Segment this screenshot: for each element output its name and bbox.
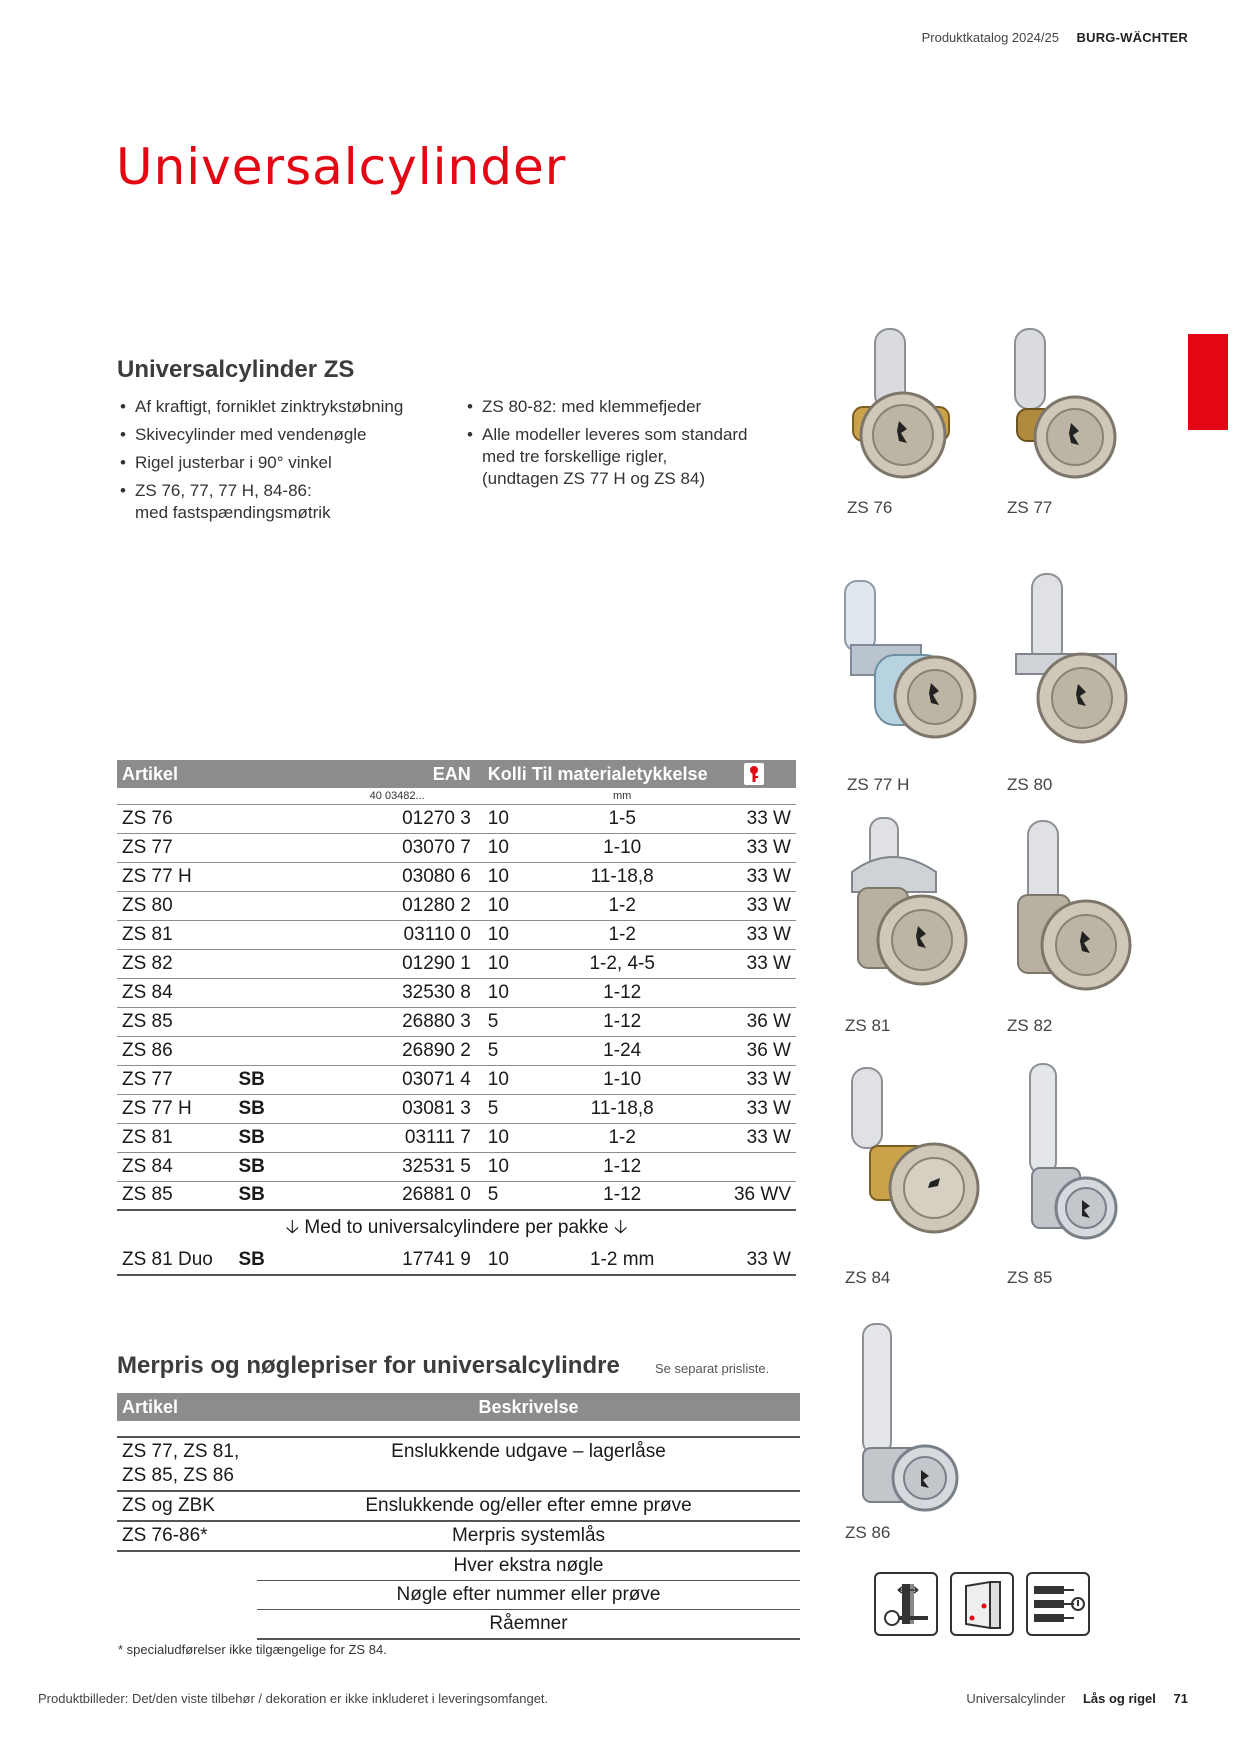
feature-item: • ZS 76, 77, 77 H, 84-86: med fastspændingsmøtrik: [118, 480, 448, 524]
cell-beskrivelse: Merpris systemlås: [257, 1521, 800, 1551]
cell-ean: 01290 1: [319, 949, 476, 978]
cell-sb: [233, 862, 318, 891]
section-title-zs: Universalcylinder ZS: [117, 356, 355, 383]
cell-artikel: ZS 77: [117, 833, 233, 862]
cell-thickness: 11-18,8: [532, 1094, 713, 1123]
table-row: [117, 1551, 800, 1581]
cell-thickness: 1-12: [532, 1181, 713, 1210]
cell-artikel: ZS 76: [117, 804, 233, 833]
product-label: ZS 80: [1007, 775, 1053, 794]
page-header: [922, 30, 1188, 45]
cell-artikel: ZS 77 H: [117, 862, 233, 891]
cam-lock-zs80-image: [1010, 568, 1140, 758]
cell-ean: 17741 9: [319, 1246, 476, 1275]
cell-thickness: 1-2: [532, 920, 713, 949]
cam-lock-zs77-image: [995, 325, 1135, 495]
cell-artikel: ZS 77, ZS 81, ZS 85, ZS 86: [117, 1437, 257, 1491]
page-title: Universalcylinder: [116, 138, 567, 196]
cell-kolli: 10: [476, 978, 532, 1007]
cell-ean: 03070 7: [319, 833, 476, 862]
table-subheader-row: [117, 788, 796, 804]
cell-key: 33 W: [713, 1246, 796, 1275]
cell-key: [713, 978, 796, 1007]
cell-key: 33 W: [713, 804, 796, 833]
cell-key: 36 W: [713, 1007, 796, 1036]
cell-key: 33 W: [713, 1123, 796, 1152]
cell-sb: SB: [233, 1065, 318, 1094]
cell-sb: [233, 949, 318, 978]
table-row: [117, 1181, 796, 1210]
cam-lock-zs81-image: [848, 812, 978, 997]
cell-thickness: 1-24: [532, 1036, 713, 1065]
cell-sb: [233, 891, 318, 920]
product-label: ZS 84: [845, 1268, 891, 1287]
cell-thickness: 1-12: [532, 1152, 713, 1181]
cell-ean: 03081 3: [319, 1094, 476, 1123]
duo-separator-row: [117, 1210, 796, 1246]
product-label: ZS 77 H: [847, 775, 910, 794]
col-header-beskrivelse: Beskrivelse: [257, 1393, 800, 1421]
cell-kolli: 10: [476, 891, 532, 920]
table-row: [117, 1152, 796, 1181]
cell-key: 33 W: [713, 1065, 796, 1094]
cell-key: 33 W: [713, 862, 796, 891]
cell-sb: [233, 833, 318, 862]
cell-ean: 26890 2: [319, 1036, 476, 1065]
cam-lock-zs85-image: [1010, 1058, 1130, 1258]
table-row: [117, 1007, 796, 1036]
section-title-prices: Merpris og nøglepriser for universalcylindre: [117, 1352, 620, 1379]
cell-sb: [233, 1036, 318, 1065]
cell-beskrivelse: Hver ekstra nøgle: [257, 1551, 800, 1581]
cell-thickness: 1-2 mm: [532, 1246, 713, 1275]
table-row: [117, 833, 796, 862]
cell-artikel: ZS 76-86*: [117, 1521, 257, 1551]
cell-artikel: ZS 85: [117, 1007, 233, 1036]
feature-list-left: [118, 396, 448, 530]
feature-item: • Skivecylinder med vendenøgle: [118, 424, 448, 446]
table-row: [117, 1036, 796, 1065]
feature-item: • ZS 80-82: med klemmefjeder: [465, 396, 805, 418]
feature-item: • Alle modeller leveres som standard med tre forskellige rigler, (undtagen ZS 77 H og ZS 84): [465, 424, 805, 490]
duo-separator-text: 🡣 Med to universalcylindere per pakke 🡣: [285, 1216, 628, 1238]
cell-kolli: 5: [476, 1181, 532, 1210]
cell-kolli: 10: [476, 949, 532, 978]
cell-kolli: 10: [476, 1246, 532, 1275]
cell-artikel: ZS 81: [117, 1123, 233, 1152]
cell-kolli: 10: [476, 862, 532, 891]
key-icon: [744, 763, 764, 785]
cam-lock-zs77h-image: [835, 575, 995, 755]
cell-thickness: 1-2: [532, 891, 713, 920]
cell-sb: SB: [233, 1123, 318, 1152]
cell-beskrivelse: Nøgle efter nummer eller prøve: [257, 1581, 800, 1610]
col-header-artikel: Artikel: [117, 1393, 257, 1421]
cell-thickness: 1-10: [532, 1065, 713, 1094]
cell-beskrivelse: Enslukkende og/eller efter emne prøve: [257, 1491, 800, 1521]
cell-ean: 32530 8: [319, 978, 476, 1007]
cell-kolli: 5: [476, 1007, 532, 1036]
feature-item: • Rigel justerbar i 90° vinkel: [118, 452, 448, 474]
cabinet-door-icon: [950, 1572, 1014, 1636]
footer-nav: [966, 1691, 1188, 1706]
cell-sb: [233, 978, 318, 1007]
product-label: ZS 77: [1007, 498, 1053, 517]
table-row: [117, 1610, 800, 1640]
cell-ean: 26881 0: [319, 1181, 476, 1210]
cell-key: 36 WV: [713, 1181, 796, 1210]
footer-section: Universalcylinder: [966, 1691, 1066, 1706]
cell-sb: SB: [233, 1246, 318, 1275]
cell-thickness: 1-5: [532, 804, 713, 833]
table-row: [117, 949, 796, 978]
cell-key: [713, 1152, 796, 1181]
cell-key: 33 W: [713, 891, 796, 920]
product-label: ZS 86: [845, 1523, 891, 1542]
cell-artikel: ZS 77 H: [117, 1094, 233, 1123]
table-header-row: [117, 1393, 800, 1421]
cell-key: 36 W: [713, 1036, 796, 1065]
material-thickness-icon: [874, 1572, 938, 1636]
product-label: ZS 81: [845, 1016, 891, 1035]
col-header-ean: EAN: [319, 760, 476, 788]
footnote: * specialudførelser ikke tilgængelige for ZS 84.: [118, 1642, 387, 1657]
cell-kolli: 5: [476, 1036, 532, 1065]
cell-kolli: 5: [476, 1094, 532, 1123]
table-row: [117, 1581, 800, 1610]
cell-artikel: ZS 81 Duo: [117, 1246, 233, 1275]
product-label: ZS 82: [1007, 1016, 1053, 1035]
cell-ean: 32531 5: [319, 1152, 476, 1181]
cell-kolli: 10: [476, 804, 532, 833]
cell-ean: 01270 3: [319, 804, 476, 833]
brand-name: BURG-WÄCHTER: [1076, 30, 1188, 45]
feature-item: • Af kraftigt, forniklet zinktrykstøbning: [118, 396, 448, 418]
cell-thickness: 1-10: [532, 833, 713, 862]
col-header-sb: [233, 760, 318, 788]
section-tab-marker: [1188, 334, 1228, 430]
cam-lock-zs76-image: [833, 325, 973, 495]
cell-ean: 03080 6: [319, 862, 476, 891]
price-table: [117, 1393, 800, 1640]
cell-thickness: 1-12: [532, 978, 713, 1007]
cell-sb: SB: [233, 1181, 318, 1210]
table-row: [117, 862, 796, 891]
table-row: [117, 1521, 800, 1551]
table-row: [117, 891, 796, 920]
footer-disclaimer: Produktbilleder: Det/den viste tilbehør / dekoration er ikke inkluderet i leveringsomfanget.: [38, 1691, 549, 1706]
cam-lock-zs84-image: [840, 1062, 990, 1252]
product-label: ZS 76: [847, 498, 893, 517]
cell-thickness: 1-2, 4-5: [532, 949, 713, 978]
cell-sb: [233, 1007, 318, 1036]
cell-sb: SB: [233, 1094, 318, 1123]
price-note: Se separat prisliste.: [655, 1361, 770, 1376]
cell-thickness: 11-18,8: [532, 862, 713, 891]
cell-artikel: ZS 84: [117, 978, 233, 1007]
cell-key: 33 W: [713, 920, 796, 949]
cell-artikel: ZS 86: [117, 1036, 233, 1065]
col-header-key: [713, 760, 796, 788]
cell-ean: 03111 7: [319, 1123, 476, 1152]
cell-artikel: ZS 80: [117, 891, 233, 920]
cell-kolli: 10: [476, 833, 532, 862]
table-row: [117, 920, 796, 949]
cell-thickness: 1-12: [532, 1007, 713, 1036]
article-table: [117, 760, 796, 1276]
cell-ean: 01280 2: [319, 891, 476, 920]
cell-key: 33 W: [713, 1094, 796, 1123]
cell-kolli: 10: [476, 1123, 532, 1152]
cell-ean: 03110 0: [319, 920, 476, 949]
cam-lock-zs82-image: [1008, 815, 1138, 1005]
cell-artikel: ZS og ZBK: [117, 1491, 257, 1521]
cell-kolli: 10: [476, 1065, 532, 1094]
table-row: [117, 1094, 796, 1123]
table-row: [117, 1123, 796, 1152]
cam-lock-zs86-image: [845, 1318, 975, 1518]
cell-artikel: ZS 85: [117, 1181, 233, 1210]
table-row: [117, 1065, 796, 1094]
cell-kolli: 10: [476, 920, 532, 949]
cell-key: 33 W: [713, 949, 796, 978]
cell-sb: [233, 804, 318, 833]
col-header-kolli: Kolli: [476, 760, 532, 788]
cell-artikel: ZS 82: [117, 949, 233, 978]
footer-category: Lås og rigel: [1082, 1691, 1156, 1706]
cell-sb: [233, 920, 318, 949]
table-row: [117, 804, 796, 833]
col-header-thickness: Til materialetykkelse: [532, 760, 713, 788]
table-row: [117, 1437, 800, 1491]
table-row: [117, 978, 796, 1007]
product-label: ZS 85: [1007, 1268, 1053, 1287]
col-header-artikel: Artikel: [117, 760, 233, 788]
table-header-row: [117, 760, 796, 788]
ean-prefix: 40 03482...: [319, 788, 476, 804]
cell-beskrivelse: Enslukkende udgave – lagerlåse: [257, 1437, 800, 1491]
catalog-label: Produktkatalog 2024/25: [921, 30, 1059, 45]
thickness-unit: mm: [532, 788, 713, 804]
cell-artikel: ZS 84: [117, 1152, 233, 1181]
cell-ean: 26880 3: [319, 1007, 476, 1036]
bolt-variants-icon: [1026, 1572, 1090, 1636]
table-row: [117, 1491, 800, 1521]
cell-beskrivelse: Råemner: [257, 1610, 800, 1640]
cell-artikel: ZS 81: [117, 920, 233, 949]
cell-key: 33 W: [713, 833, 796, 862]
cell-thickness: 1-2: [532, 1123, 713, 1152]
cell-artikel: ZS 77: [117, 1065, 233, 1094]
cell-kolli: 10: [476, 1152, 532, 1181]
cell-ean: 03071 4: [319, 1065, 476, 1094]
feature-list-right: [465, 396, 805, 496]
cell-sb: SB: [233, 1152, 318, 1181]
table-row: [117, 1246, 796, 1275]
page-number: 71: [1173, 1691, 1188, 1706]
